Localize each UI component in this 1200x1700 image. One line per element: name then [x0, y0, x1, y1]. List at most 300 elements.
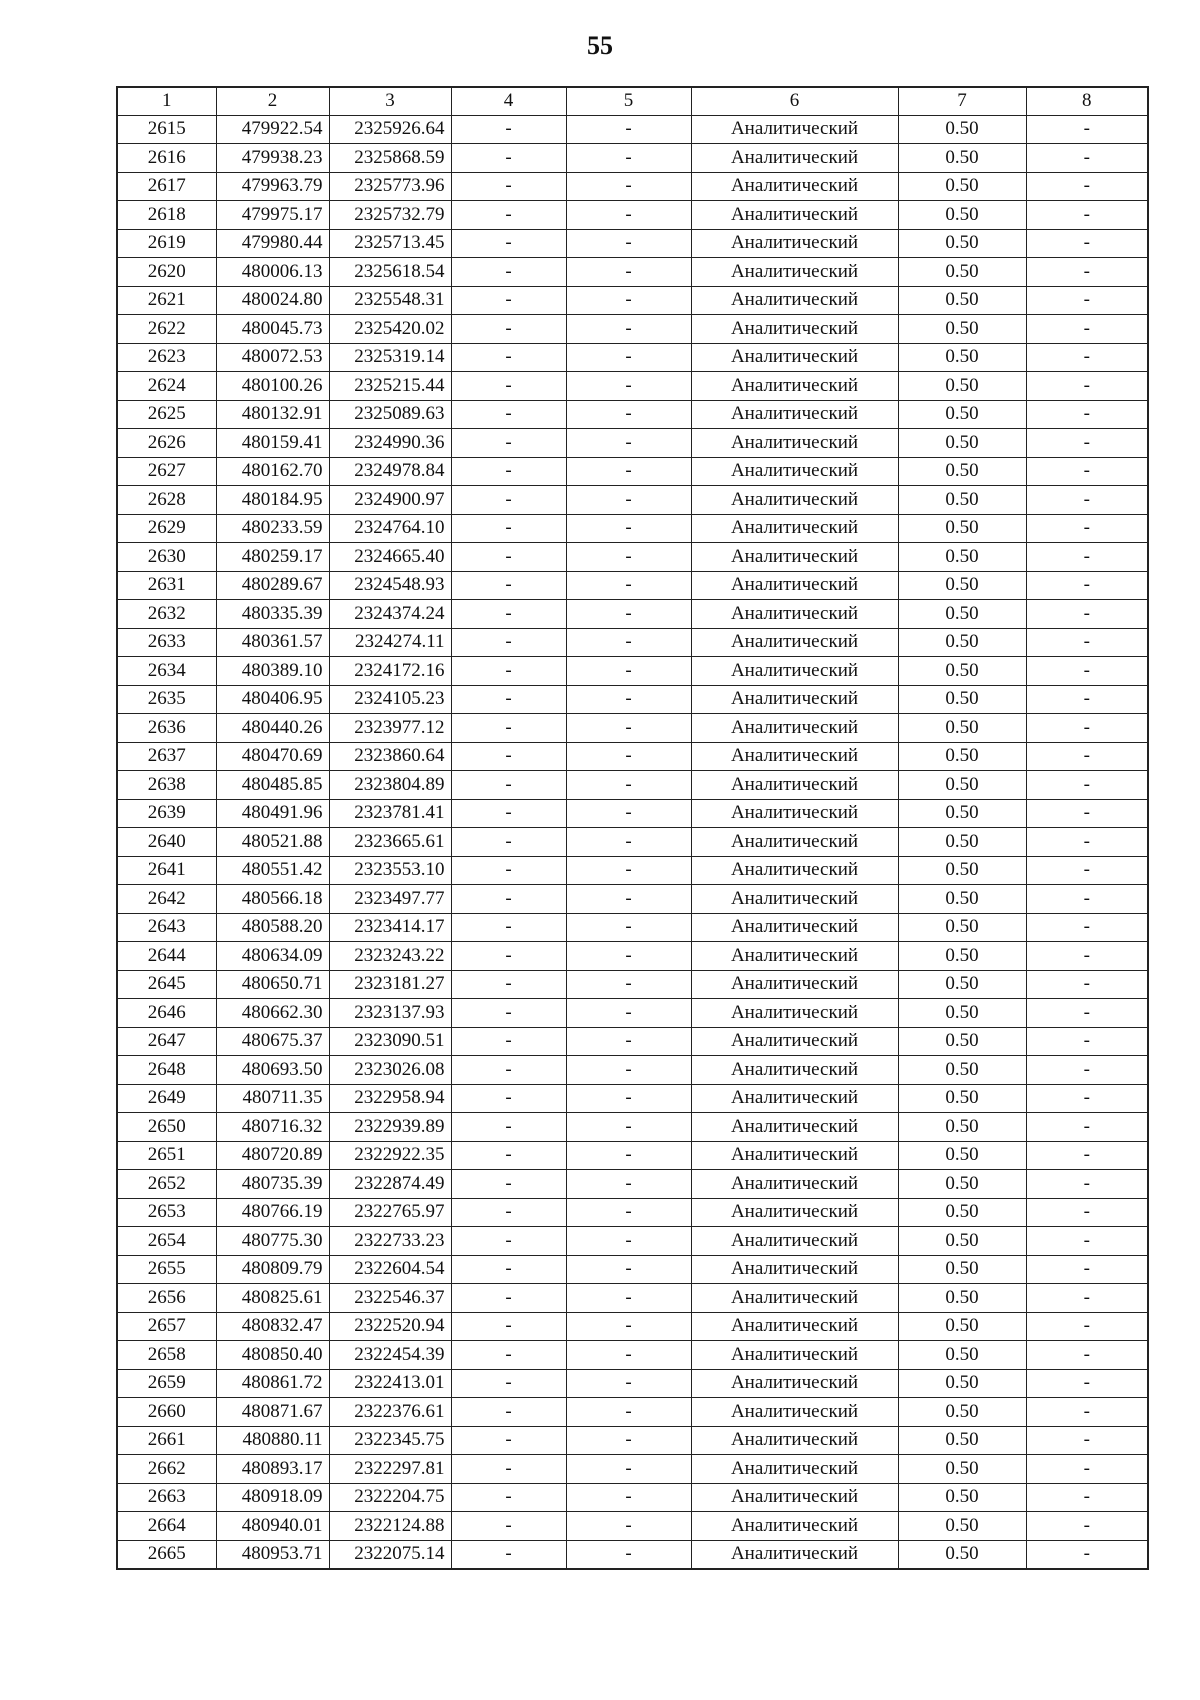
column-4-cell: -: [451, 1141, 566, 1170]
y-coordinate-cell: 2323181.27: [329, 970, 451, 999]
column-header: 5: [566, 87, 691, 115]
x-coordinate-cell: 480775.30: [216, 1227, 329, 1256]
column-5-cell: -: [566, 1027, 691, 1056]
accuracy-cell: 0.50: [898, 657, 1026, 686]
accuracy-cell: 0.50: [898, 286, 1026, 315]
column-5-cell: -: [566, 1255, 691, 1284]
column-5-cell: -: [566, 742, 691, 771]
point-number-cell: 2664: [117, 1512, 216, 1541]
column-5-cell: -: [566, 1056, 691, 1085]
table-row: [117, 1455, 1148, 1484]
method-cell: Аналитический: [691, 1255, 898, 1284]
column-8-cell: -: [1026, 1312, 1148, 1341]
y-coordinate-cell: 2324990.36: [329, 429, 451, 458]
y-coordinate-cell: 2325713.45: [329, 229, 451, 258]
y-coordinate-cell: 2322546.37: [329, 1284, 451, 1313]
column-8-cell: -: [1026, 1198, 1148, 1227]
method-cell: Аналитический: [691, 685, 898, 714]
column-5-cell: -: [566, 771, 691, 800]
point-number-cell: 2648: [117, 1056, 216, 1085]
accuracy-cell: 0.50: [898, 600, 1026, 629]
accuracy-cell: 0.50: [898, 1398, 1026, 1427]
column-5-cell: -: [566, 1341, 691, 1370]
column-4-cell: -: [451, 1170, 566, 1199]
accuracy-cell: 0.50: [898, 1483, 1026, 1512]
column-5-cell: -: [566, 714, 691, 743]
point-number-cell: 2627: [117, 457, 216, 486]
method-cell: Аналитический: [691, 429, 898, 458]
method-cell: Аналитический: [691, 172, 898, 201]
column-8-cell: -: [1026, 913, 1148, 942]
column-4-cell: -: [451, 514, 566, 543]
column-8-cell: -: [1026, 315, 1148, 344]
column-5-cell: -: [566, 229, 691, 258]
column-4-cell: -: [451, 543, 566, 572]
point-number-cell: 2641: [117, 856, 216, 885]
point-number-cell: 2652: [117, 1170, 216, 1199]
x-coordinate-cell: 480871.67: [216, 1398, 329, 1427]
column-5-cell: -: [566, 1455, 691, 1484]
table-row: [117, 1341, 1148, 1370]
y-coordinate-cell: 2322297.81: [329, 1455, 451, 1484]
column-4-cell: -: [451, 714, 566, 743]
method-cell: Аналитический: [691, 1056, 898, 1085]
y-coordinate-cell: 2324105.23: [329, 685, 451, 714]
column-8-cell: -: [1026, 1227, 1148, 1256]
y-coordinate-cell: 2324665.40: [329, 543, 451, 572]
y-coordinate-cell: 2322413.01: [329, 1369, 451, 1398]
point-number-cell: 2651: [117, 1141, 216, 1170]
column-5-cell: -: [566, 1141, 691, 1170]
x-coordinate-cell: 480588.20: [216, 913, 329, 942]
column-4-cell: -: [451, 913, 566, 942]
y-coordinate-cell: 2324374.24: [329, 600, 451, 629]
point-number-cell: 2624: [117, 372, 216, 401]
table-row: [117, 1113, 1148, 1142]
table-row: [117, 486, 1148, 515]
x-coordinate-cell: 479975.17: [216, 201, 329, 230]
method-cell: Аналитический: [691, 1284, 898, 1313]
point-number-cell: 2642: [117, 885, 216, 914]
accuracy-cell: 0.50: [898, 1255, 1026, 1284]
table-row: [117, 172, 1148, 201]
table-body: [117, 115, 1148, 1569]
column-8-cell: -: [1026, 742, 1148, 771]
x-coordinate-cell: 480551.42: [216, 856, 329, 885]
method-cell: Аналитический: [691, 457, 898, 486]
column-4-cell: -: [451, 1027, 566, 1056]
y-coordinate-cell: 2323860.64: [329, 742, 451, 771]
column-8-cell: -: [1026, 685, 1148, 714]
column-8-cell: -: [1026, 970, 1148, 999]
column-4-cell: -: [451, 970, 566, 999]
accuracy-cell: 0.50: [898, 1027, 1026, 1056]
point-number-cell: 2638: [117, 771, 216, 800]
y-coordinate-cell: 2324274.11: [329, 628, 451, 657]
method-cell: Аналитический: [691, 856, 898, 885]
accuracy-cell: 0.50: [898, 685, 1026, 714]
method-cell: Аналитический: [691, 1027, 898, 1056]
column-8-cell: -: [1026, 1398, 1148, 1427]
x-coordinate-cell: 480918.09: [216, 1483, 329, 1512]
x-coordinate-cell: 480825.61: [216, 1284, 329, 1313]
accuracy-cell: 0.50: [898, 885, 1026, 914]
column-8-cell: -: [1026, 1483, 1148, 1512]
y-coordinate-cell: 2324900.97: [329, 486, 451, 515]
column-5-cell: -: [566, 286, 691, 315]
accuracy-cell: 0.50: [898, 1426, 1026, 1455]
x-coordinate-cell: 480893.17: [216, 1455, 329, 1484]
y-coordinate-cell: 2322939.89: [329, 1113, 451, 1142]
y-coordinate-cell: 2323414.17: [329, 913, 451, 942]
y-coordinate-cell: 2322520.94: [329, 1312, 451, 1341]
x-coordinate-cell: 480491.96: [216, 799, 329, 828]
table-row: [117, 229, 1148, 258]
column-5-cell: -: [566, 543, 691, 572]
point-number-cell: 2665: [117, 1540, 216, 1569]
column-header: 4: [451, 87, 566, 115]
column-8-cell: -: [1026, 400, 1148, 429]
accuracy-cell: 0.50: [898, 1512, 1026, 1541]
accuracy-cell: 0.50: [898, 258, 1026, 287]
x-coordinate-cell: 480440.26: [216, 714, 329, 743]
point-number-cell: 2657: [117, 1312, 216, 1341]
column-4-cell: -: [451, 1056, 566, 1085]
method-cell: Аналитический: [691, 1398, 898, 1427]
accuracy-cell: 0.50: [898, 799, 1026, 828]
column-4-cell: -: [451, 1426, 566, 1455]
point-number-cell: 2643: [117, 913, 216, 942]
table-row: [117, 714, 1148, 743]
method-cell: Аналитический: [691, 1227, 898, 1256]
column-8-cell: -: [1026, 1284, 1148, 1313]
accuracy-cell: 0.50: [898, 400, 1026, 429]
y-coordinate-cell: 2322376.61: [329, 1398, 451, 1427]
column-5-cell: -: [566, 685, 691, 714]
column-4-cell: -: [451, 1540, 566, 1569]
method-cell: Аналитический: [691, 1141, 898, 1170]
method-cell: Аналитический: [691, 742, 898, 771]
table-row: [117, 1426, 1148, 1455]
column-5-cell: -: [566, 999, 691, 1028]
y-coordinate-cell: 2325926.64: [329, 115, 451, 144]
table-row: [117, 1483, 1148, 1512]
x-coordinate-cell: 480850.40: [216, 1341, 329, 1370]
table-row: [117, 1198, 1148, 1227]
column-8-cell: -: [1026, 229, 1148, 258]
y-coordinate-cell: 2325089.63: [329, 400, 451, 429]
point-number-cell: 2626: [117, 429, 216, 458]
accuracy-cell: 0.50: [898, 543, 1026, 572]
x-coordinate-cell: 480693.50: [216, 1056, 329, 1085]
x-coordinate-cell: 480485.85: [216, 771, 329, 800]
point-number-cell: 2618: [117, 201, 216, 230]
column-header: 3: [329, 87, 451, 115]
y-coordinate-cell: 2323665.61: [329, 828, 451, 857]
column-4-cell: -: [451, 258, 566, 287]
accuracy-cell: 0.50: [898, 429, 1026, 458]
x-coordinate-cell: 480634.09: [216, 942, 329, 971]
method-cell: Аналитический: [691, 543, 898, 572]
column-8-cell: -: [1026, 1426, 1148, 1455]
column-8-cell: -: [1026, 258, 1148, 287]
column-8-cell: -: [1026, 885, 1148, 914]
point-number-cell: 2662: [117, 1455, 216, 1484]
column-8-cell: -: [1026, 600, 1148, 629]
column-4-cell: -: [451, 201, 566, 230]
column-8-cell: -: [1026, 543, 1148, 572]
column-4-cell: -: [451, 486, 566, 515]
column-4-cell: -: [451, 999, 566, 1028]
column-5-cell: -: [566, 970, 691, 999]
table-row: [117, 144, 1148, 173]
y-coordinate-cell: 2322204.75: [329, 1483, 451, 1512]
column-8-cell: -: [1026, 1170, 1148, 1199]
method-cell: Аналитический: [691, 999, 898, 1028]
table-row: [117, 1312, 1148, 1341]
point-number-cell: 2617: [117, 172, 216, 201]
column-5-cell: -: [566, 1284, 691, 1313]
accuracy-cell: 0.50: [898, 856, 1026, 885]
column-8-cell: -: [1026, 799, 1148, 828]
x-coordinate-cell: 480184.95: [216, 486, 329, 515]
table-row: [117, 1056, 1148, 1085]
accuracy-cell: 0.50: [898, 942, 1026, 971]
table-row: [117, 429, 1148, 458]
method-cell: Аналитический: [691, 229, 898, 258]
y-coordinate-cell: 2323553.10: [329, 856, 451, 885]
accuracy-cell: 0.50: [898, 144, 1026, 173]
point-number-cell: 2632: [117, 600, 216, 629]
column-5-cell: -: [566, 514, 691, 543]
accuracy-cell: 0.50: [898, 1284, 1026, 1313]
accuracy-cell: 0.50: [898, 457, 1026, 486]
point-number-cell: 2635: [117, 685, 216, 714]
method-cell: Аналитический: [691, 1512, 898, 1541]
method-cell: Аналитический: [691, 315, 898, 344]
table-row: [117, 400, 1148, 429]
point-number-cell: 2636: [117, 714, 216, 743]
method-cell: Аналитический: [691, 514, 898, 543]
y-coordinate-cell: 2322454.39: [329, 1341, 451, 1370]
table-row: [117, 1255, 1148, 1284]
column-8-cell: -: [1026, 172, 1148, 201]
method-cell: Аналитический: [691, 372, 898, 401]
x-coordinate-cell: 480735.39: [216, 1170, 329, 1199]
column-8-cell: -: [1026, 372, 1148, 401]
column-5-cell: -: [566, 258, 691, 287]
accuracy-cell: 0.50: [898, 771, 1026, 800]
column-5-cell: -: [566, 1113, 691, 1142]
point-number-cell: 2625: [117, 400, 216, 429]
accuracy-cell: 0.50: [898, 172, 1026, 201]
table-row: [117, 571, 1148, 600]
table-row: [117, 828, 1148, 857]
x-coordinate-cell: 480259.17: [216, 543, 329, 572]
method-cell: Аналитический: [691, 970, 898, 999]
point-number-cell: 2630: [117, 543, 216, 572]
column-4-cell: -: [451, 1369, 566, 1398]
x-coordinate-cell: 480159.41: [216, 429, 329, 458]
point-number-cell: 2620: [117, 258, 216, 287]
method-cell: Аналитический: [691, 1312, 898, 1341]
accuracy-cell: 0.50: [898, 742, 1026, 771]
method-cell: Аналитический: [691, 1170, 898, 1199]
table-row: [117, 1027, 1148, 1056]
x-coordinate-cell: 480566.18: [216, 885, 329, 914]
y-coordinate-cell: 2322765.97: [329, 1198, 451, 1227]
column-4-cell: -: [451, 1312, 566, 1341]
column-header: 2: [216, 87, 329, 115]
column-5-cell: -: [566, 115, 691, 144]
column-5-cell: -: [566, 1084, 691, 1113]
column-4-cell: -: [451, 685, 566, 714]
method-cell: Аналитический: [691, 913, 898, 942]
table-row: [117, 970, 1148, 999]
accuracy-cell: 0.50: [898, 1540, 1026, 1569]
table-row: [117, 1284, 1148, 1313]
column-5-cell: -: [566, 628, 691, 657]
x-coordinate-cell: 480861.72: [216, 1369, 329, 1398]
column-4-cell: -: [451, 1113, 566, 1142]
table-row: [117, 913, 1148, 942]
column-8-cell: -: [1026, 1512, 1148, 1541]
header-row: [117, 87, 1148, 115]
point-number-cell: 2615: [117, 115, 216, 144]
table-row: [117, 999, 1148, 1028]
method-cell: Аналитический: [691, 657, 898, 686]
x-coordinate-cell: 480389.10: [216, 657, 329, 686]
x-coordinate-cell: 480711.35: [216, 1084, 329, 1113]
table-row: [117, 543, 1148, 572]
table-row: [117, 315, 1148, 344]
x-coordinate-cell: 480675.37: [216, 1027, 329, 1056]
accuracy-cell: 0.50: [898, 372, 1026, 401]
x-coordinate-cell: 480662.30: [216, 999, 329, 1028]
column-8-cell: -: [1026, 457, 1148, 486]
column-8-cell: -: [1026, 115, 1148, 144]
column-header: 8: [1026, 87, 1148, 115]
table-row: [117, 771, 1148, 800]
y-coordinate-cell: 2322733.23: [329, 1227, 451, 1256]
accuracy-cell: 0.50: [898, 201, 1026, 230]
point-number-cell: 2619: [117, 229, 216, 258]
accuracy-cell: 0.50: [898, 571, 1026, 600]
method-cell: Аналитический: [691, 400, 898, 429]
y-coordinate-cell: 2323026.08: [329, 1056, 451, 1085]
point-number-cell: 2616: [117, 144, 216, 173]
method-cell: Аналитический: [691, 1369, 898, 1398]
column-header: 7: [898, 87, 1026, 115]
y-coordinate-cell: 2322958.94: [329, 1084, 451, 1113]
x-coordinate-cell: 479938.23: [216, 144, 329, 173]
coordinates-table: [116, 86, 1149, 1570]
y-coordinate-cell: 2324548.93: [329, 571, 451, 600]
point-number-cell: 2663: [117, 1483, 216, 1512]
point-number-cell: 2660: [117, 1398, 216, 1427]
x-coordinate-cell: 480880.11: [216, 1426, 329, 1455]
column-5-cell: -: [566, 457, 691, 486]
point-number-cell: 2645: [117, 970, 216, 999]
column-8-cell: -: [1026, 343, 1148, 372]
accuracy-cell: 0.50: [898, 1341, 1026, 1370]
y-coordinate-cell: 2325215.44: [329, 372, 451, 401]
table-row: [117, 1540, 1148, 1569]
x-coordinate-cell: 480521.88: [216, 828, 329, 857]
column-8-cell: -: [1026, 657, 1148, 686]
method-cell: Аналитический: [691, 1483, 898, 1512]
y-coordinate-cell: 2325773.96: [329, 172, 451, 201]
column-4-cell: -: [451, 172, 566, 201]
point-number-cell: 2640: [117, 828, 216, 857]
table-row: [117, 286, 1148, 315]
column-5-cell: -: [566, 1426, 691, 1455]
point-number-cell: 2649: [117, 1084, 216, 1113]
method-cell: Аналитический: [691, 771, 898, 800]
method-cell: Аналитический: [691, 144, 898, 173]
table-row: [117, 1141, 1148, 1170]
table-row: [117, 628, 1148, 657]
column-5-cell: -: [566, 942, 691, 971]
accuracy-cell: 0.50: [898, 714, 1026, 743]
column-8-cell: -: [1026, 571, 1148, 600]
column-8-cell: -: [1026, 1084, 1148, 1113]
column-5-cell: -: [566, 600, 691, 629]
point-number-cell: 2631: [117, 571, 216, 600]
column-5-cell: -: [566, 856, 691, 885]
table-row: [117, 885, 1148, 914]
column-4-cell: -: [451, 400, 566, 429]
method-cell: Аналитический: [691, 1341, 898, 1370]
point-number-cell: 2621: [117, 286, 216, 315]
column-4-cell: -: [451, 1398, 566, 1427]
table-row: [117, 1227, 1148, 1256]
y-coordinate-cell: 2322874.49: [329, 1170, 451, 1199]
accuracy-cell: 0.50: [898, 1455, 1026, 1484]
column-4-cell: -: [451, 828, 566, 857]
method-cell: Аналитический: [691, 799, 898, 828]
accuracy-cell: 0.50: [898, 115, 1026, 144]
point-number-cell: 2658: [117, 1341, 216, 1370]
column-5-cell: -: [566, 1398, 691, 1427]
column-4-cell: -: [451, 144, 566, 173]
column-8-cell: -: [1026, 514, 1148, 543]
x-coordinate-cell: 480100.26: [216, 372, 329, 401]
column-5-cell: -: [566, 201, 691, 230]
point-number-cell: 2647: [117, 1027, 216, 1056]
method-cell: Аналитический: [691, 885, 898, 914]
x-coordinate-cell: 480335.39: [216, 600, 329, 629]
point-number-cell: 2659: [117, 1369, 216, 1398]
column-8-cell: -: [1026, 286, 1148, 315]
column-4-cell: -: [451, 771, 566, 800]
method-cell: Аналитический: [691, 258, 898, 287]
column-8-cell: -: [1026, 628, 1148, 657]
column-5-cell: -: [566, 1170, 691, 1199]
column-4-cell: -: [451, 799, 566, 828]
x-coordinate-cell: 480361.57: [216, 628, 329, 657]
point-number-cell: 2639: [117, 799, 216, 828]
table-row: [117, 1512, 1148, 1541]
column-8-cell: -: [1026, 486, 1148, 515]
method-cell: Аналитический: [691, 486, 898, 515]
accuracy-cell: 0.50: [898, 486, 1026, 515]
column-8-cell: -: [1026, 1369, 1148, 1398]
method-cell: Аналитический: [691, 1198, 898, 1227]
y-coordinate-cell: 2323804.89: [329, 771, 451, 800]
column-5-cell: -: [566, 1540, 691, 1569]
table-row: [117, 343, 1148, 372]
